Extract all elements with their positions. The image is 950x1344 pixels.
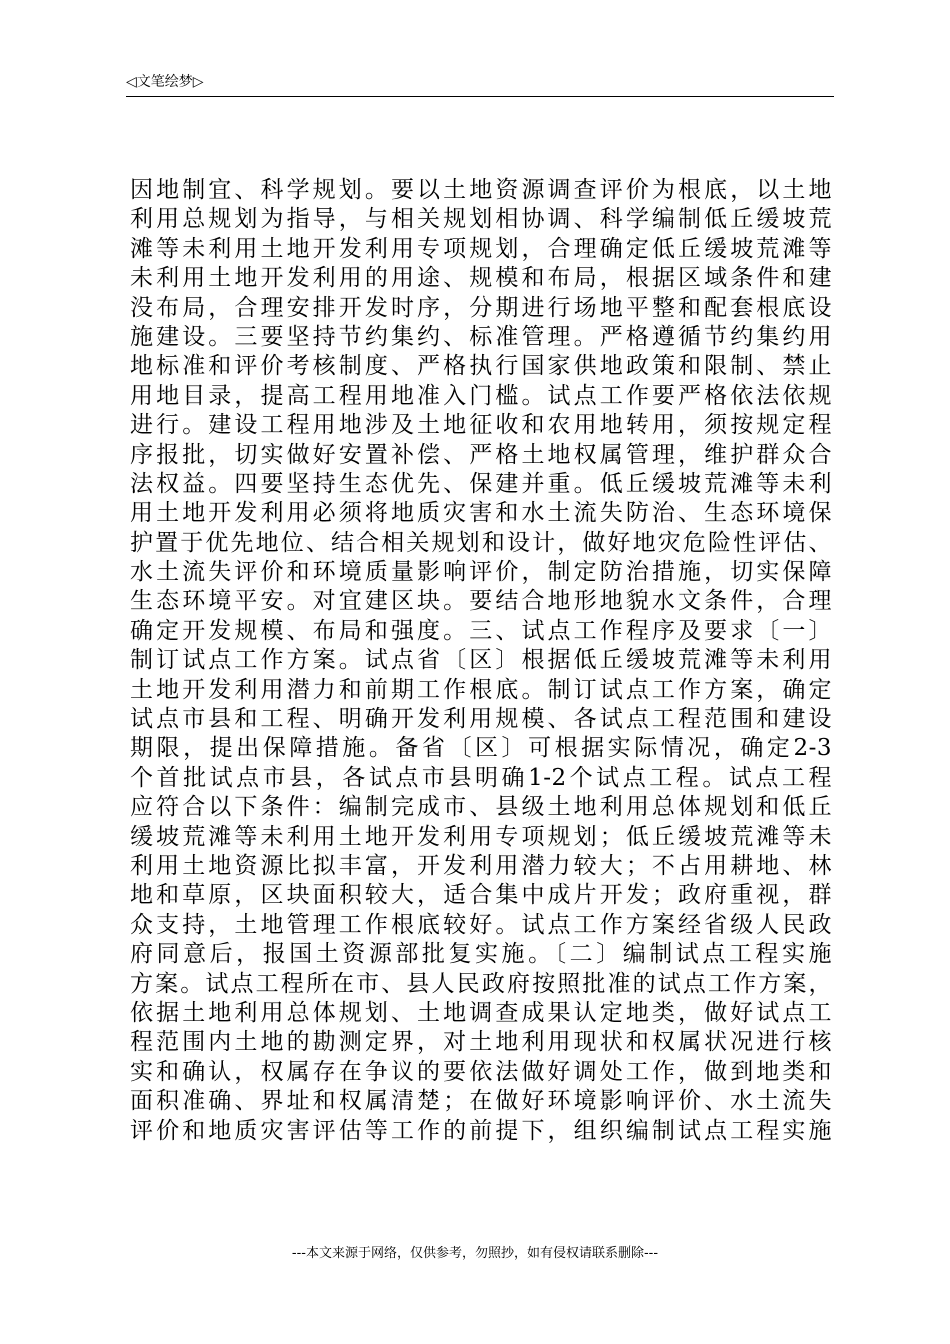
body-line: 施建设。三要坚持节约集约、标准管理。严格遵循节约集约用 [130, 323, 832, 350]
body-line: 程范围内土地的勘测定界，对土地利用现状和权属状况进行核 [130, 1029, 832, 1056]
body-line: 缓坡荒滩等未利用土地开发利用专项规划；低丘缓坡荒滩等未 [130, 823, 832, 850]
page-header [126, 72, 204, 92]
left-triangle-icon: ◁ [126, 74, 137, 90]
body-line: 利用总规划为指导，与相关规划相协调、科学编制低丘缓坡荒 [130, 206, 832, 233]
page-footer: ---本文来源于网络，仅供参考，勿照抄，如有侵权请联系删除--- [291, 1246, 659, 1261]
body-line: 地和草原，区块面积较大，适合集中成片开发；政府重视，群 [130, 882, 832, 909]
body-line: 实和确认，权属存在争议的要依法做好调处工作，做到地类和 [130, 1058, 832, 1085]
body-line: 试点市县和工程、明确开发利用规模、各试点工程范围和建设 [130, 706, 832, 733]
body-line: 生态环境平安。对宜建区块。要结合地形地貌水文条件，合理 [130, 588, 832, 615]
body-line: 因地制宜、科学规划。要以土地资源调查评价为根底，以土地 [130, 177, 832, 203]
body-line: 确定开发规模、布局和强度。三、试点工作程序及要求〔一〕 [130, 617, 832, 644]
body-text [130, 176, 832, 1146]
body-line: 序报批，切实做好安置补偿、严格土地权属管理，维护群众合 [130, 441, 832, 468]
body-line: 府同意后，报国土资源部批复实施。〔二〕编制试点工程实施 [130, 941, 832, 968]
body-line: 用土地开发利用必须将地质灾害和水土流失防治、生态环境保 [130, 500, 832, 527]
right-triangle-icon: ▷ [192, 74, 204, 90]
body-line: 未利用土地开发利用的用途、规模和布局，根据区域条件和建 [130, 265, 832, 292]
body-line: 面积准确、界址和权属清楚；在做好环境影响评价、水土流失 [130, 1088, 832, 1115]
body-line: 方案。试点工程所在市、县人民政府按照批准的试点工作方案， [130, 970, 832, 997]
body-line: 进行。建设工程用地涉及土地征收和农用地转用，须按规定程 [130, 412, 832, 439]
body-line: 评价和地质灾害评估等工作的前提下，组织编制试点工程实施 [130, 1117, 832, 1144]
body-line: 应符合以下条件：编制完成市、县级土地利用总体规划和低丘 [130, 794, 832, 821]
body-line: 地标准和评价考核制度、严格执行国家供地政策和限制、禁止 [130, 353, 832, 380]
body-line: 用地目录，提高工程用地准入门槛。试点工作要严格依法依规 [130, 382, 832, 409]
body-line: 依据土地利用总体规划、土地调查成果认定地类，做好试点工 [130, 999, 832, 1026]
body-line: 期限，提出保障措施。备省〔区〕可根据实际情况，确定2-3 [130, 735, 832, 762]
body-line: 土地开发利用潜力和前期工作根底。制订试点工作方案，确定 [130, 676, 832, 703]
body-line: 没布局，合理安排开发时序，分期进行场地平整和配套根底设 [130, 294, 832, 321]
body-line: 众支持，土地管理工作根底较好。试点工作方案经省级人民政 [130, 911, 832, 938]
body-line: 护置于优先地位、结合相关规划和设计，做好地灾危险性评估、 [130, 529, 832, 556]
body-line: 水土流失评价和环境质量影响评价，制定防治措施，切实保障 [130, 559, 832, 586]
body-line: 利用土地资源比拟丰富，开发利用潜力较大；不占用耕地、林 [130, 852, 832, 879]
header-divider [126, 96, 834, 97]
body-line: 个首批试点市县，各试点市县明确1-2个试点工程。试点工程 [130, 764, 832, 791]
header-title: 文笔绘梦 [136, 74, 193, 90]
body-line: 制订试点工作方案。试点省〔区〕根据低丘缓坡荒滩等未利用 [130, 647, 832, 674]
body-line: 法权益。四要坚持生态优先、保建并重。低丘缓坡荒滩等未利 [130, 470, 832, 497]
body-line: 滩等未利用土地开发利用专项规划，合理确定低丘缓坡荒滩等 [130, 235, 832, 262]
